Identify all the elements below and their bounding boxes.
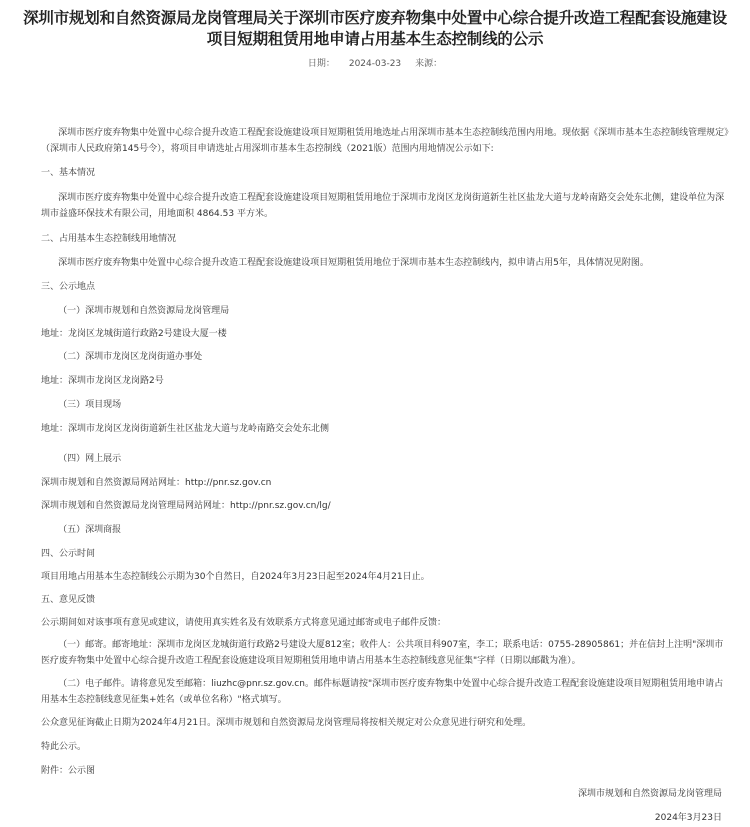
section-heading-basic-info: 一、基本情况 [41, 168, 96, 178]
location-2-address: 地址：深圳市龙岗区龙岗路2号 [41, 376, 164, 386]
feedback-mail: （一）邮寄。邮寄地址：深圳市龙岗区龙城街道行政路2号建设大厦812室；收件人：公共项目科907室，李工；联系电话：0755-28905861；并在信封上注明"深圳市医疗废弃物集中处置中心综合提升改造工程配套设施建设项目短期租赁用地申请占用基本生态控制线意见征集"字样（日期以邮戳为准）。 [41, 640, 724, 666]
basic-info-paragraph: 深圳市医疗废弃物集中处置中心综合提升改造工程配套设施建设项目短期租赁用地位于深圳市龙岗区龙岗街道新生社区盐龙大道与龙岭南路交会处东北侧，建设单位为深圳市益盛环保技术有限公司，用地面积 4864.53 平方米。 [41, 193, 725, 219]
signature-org: 深圳市规划和自然资源局龙岗管理局 [577, 789, 722, 799]
source-label: 来源： [415, 59, 443, 69]
deadline-paragraph: 公众意见征询截止日期为2024年4月21日。深圳市规划和自然资源局龙岗管理局将按相关规定对公众意见进行研究和处理。 [41, 718, 532, 728]
location-1-address: 地址：龙岗区龙城街道行政路2号建设大厦一楼 [41, 329, 227, 339]
feedback-email: （二）电子邮件。请将意见发至邮箱：liuzhc@pnr.sz.gov.cn。邮件标题请按"深圳市医疗废弃物集中处置中心综合提升改造工程配套设施建设项目短期租赁用地申请占用基本生态控制线意见征集+姓名（或单位名称）"格式填写。 [41, 679, 724, 705]
attachment-line: 附件：公示图 [41, 766, 96, 776]
location-2-name: （二）深圳市龙岗区龙岗街道办事处 [58, 352, 203, 362]
notice-closing: 特此公示。 [41, 742, 87, 752]
section-heading-feedback: 五、意见反馈 [41, 595, 96, 605]
feedback-intro: 公示期间如对该事项有意见或建议，请使用真实姓名及有效联系方式将意见通过邮寄或电子邮件反馈： [41, 618, 447, 628]
location-3-address: 地址：深圳市龙岗区龙岗街道新生社区盐龙大道与龙岭南路交会处东北侧 [41, 424, 330, 434]
section-heading-ecoline-use: 二、占用基本生态控制线用地情况 [41, 234, 177, 244]
location-5-name: （五）深圳商报 [58, 525, 122, 535]
date-label: 日期： [307, 59, 335, 69]
website-2: 深圳市规划和自然资源局龙岗管理局网站网址：http://pnr.sz.gov.cn/lg/ [41, 501, 331, 511]
page-title: 深圳市规划和自然资源局龙岗管理局关于深圳市医疗废弃物集中处置中心综合提升改造工程配套设施建设项目短期租赁用地申请占用基本生态控制线的公示 [23, 9, 727, 48]
location-4-name: （四）网上展示 [58, 454, 122, 464]
article-meta [0, 58, 750, 70]
section-heading-period: 四、公示时间 [41, 549, 96, 559]
period-paragraph: 项目用地占用基本生态控制线公示期为30个自然日，自2024年3月23日起至2024年4月21日止。 [41, 572, 430, 582]
date-value: 2024-03-23 [348, 59, 402, 69]
website-1: 深圳市规划和自然资源局网站网址：http://pnr.sz.gov.cn [41, 478, 272, 488]
section-heading-locations: 三、公示地点 [41, 282, 96, 292]
location-3-name: （三）项目现场 [58, 400, 122, 410]
signature-date: 2024年3月23日 [654, 813, 722, 823]
location-1-name: （一）深圳市规划和自然资源局龙岗管理局 [58, 306, 230, 316]
intro-paragraph: 深圳市医疗废弃物集中处置中心综合提升改造工程配套设施建设项目短期租赁用地选址占用深圳市基本生态控制线范围内用地。现依据《深圳市基本生态控制线管理规定》（深圳市人民政府第145号令），将项目申请选址占用深圳市基本生态控制线（2021版）范围内用地情况公示如下: [41, 128, 729, 154]
ecoline-use-paragraph: 深圳市医疗废弃物集中处置中心综合提升改造工程配套设施建设项目短期租赁用地位于深圳市基本生态控制线内，拟申请占用5年，具体情况见附图。 [58, 258, 649, 268]
